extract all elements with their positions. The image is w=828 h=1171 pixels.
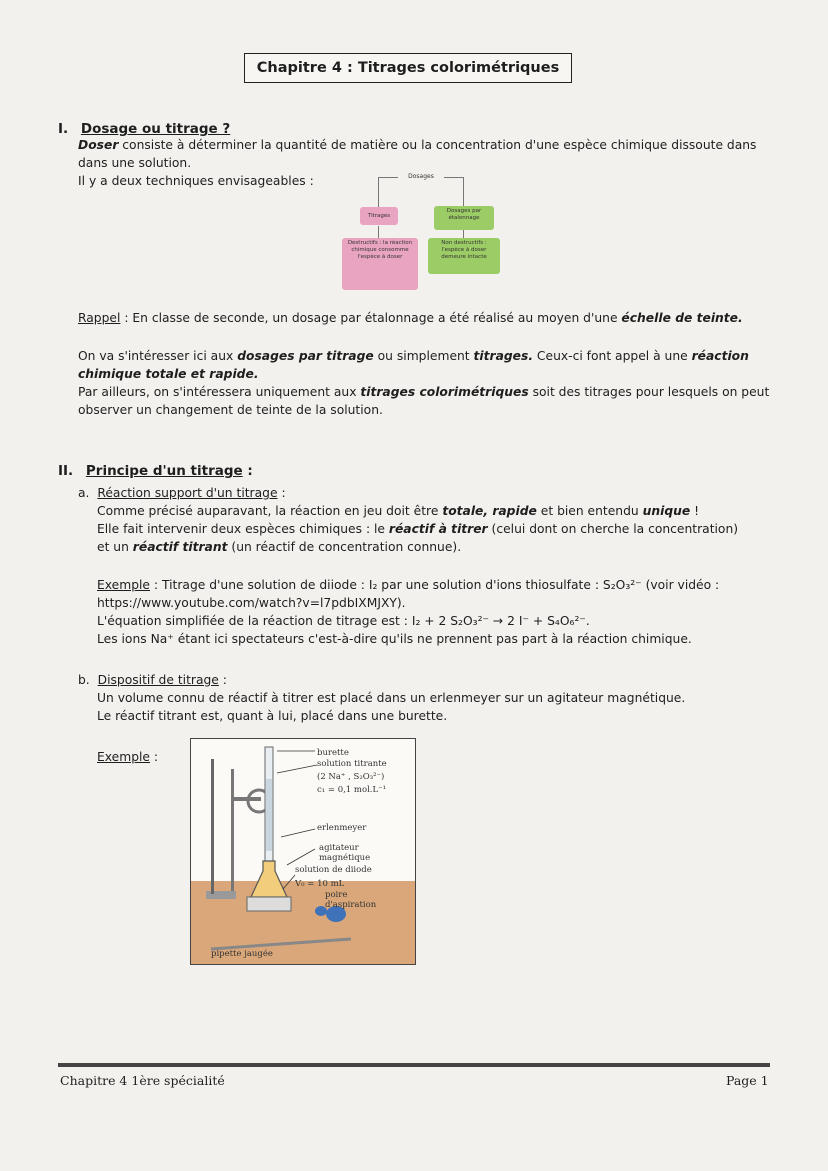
diagram-line <box>378 177 398 178</box>
text-bold: chimique totale et rapide. <box>78 367 259 381</box>
text: Le réactif titrant est, quant à lui, placé dans une burette. <box>97 709 448 723</box>
colon: : <box>277 486 286 500</box>
diagram-line <box>378 177 379 207</box>
colon: : <box>242 463 253 479</box>
text: observer un changement de teinte de la solution. <box>78 403 383 417</box>
label-magnetique: magnétique <box>319 853 371 863</box>
text: et bien entendu <box>536 504 643 518</box>
def-text: consiste à déterminer la quantité de matière ou la concentration d'une espèce chimique dissoute dans <box>118 138 757 152</box>
text: Un volume connu de réactif à titrer est placé dans un erlenmeyer sur un agitateur magnétique. <box>97 691 686 705</box>
text-bold: dosages par titrage <box>237 349 374 363</box>
diagram-line <box>463 230 464 238</box>
subsection-b-heading <box>78 671 778 689</box>
text: Comme précisé auparavant, la réaction en jeu doit être <box>97 504 443 518</box>
example-paragraph <box>97 576 787 648</box>
subsection-a-title: Réaction support d'un titrage <box>97 486 278 500</box>
page-title: Chapitre 4 : Titrages colorimétriques <box>244 53 572 83</box>
subsection-a-label: a. <box>78 486 90 500</box>
section-1-title: Dosage ou titrage ? <box>80 121 231 137</box>
leader-line <box>277 765 317 773</box>
diagram-line <box>463 177 464 207</box>
footer-page-number: Page 1 <box>726 1073 769 1088</box>
text: ! <box>690 504 700 518</box>
text-bold: réactif à titrer <box>388 522 488 536</box>
stand-rod <box>211 759 214 894</box>
label-volume: V₀ = 10 mL <box>295 879 345 889</box>
section-1-number: I. <box>58 121 69 137</box>
text-bold: titrages colorimétriques <box>360 385 529 399</box>
rappel-text: : En classe de seconde, un dosage par étalonnage a été réalisé au moyen d'une <box>120 311 622 325</box>
example-label-2-wrap <box>97 748 158 766</box>
example-label: Exemple <box>97 750 151 764</box>
titrage-intro-paragraph <box>78 347 778 419</box>
label-agitateur: agitateur <box>319 843 359 853</box>
text: Elle fait intervenir deux espèces chimiques : le <box>97 522 389 536</box>
subsection-b-label: b. <box>78 673 90 687</box>
label-pipette: pipette jaugée <box>211 949 273 959</box>
leader-line <box>287 849 315 865</box>
footer-chapter: Chapitre 4 1ère spécialité <box>60 1073 225 1088</box>
label-poire: poire <box>325 890 348 900</box>
example-label: Exemple <box>97 578 151 592</box>
text-bold: unique <box>642 504 691 518</box>
diagram-destructifs: Destructifs : la réaction chimique consomme l'espèce à doser <box>342 238 418 290</box>
def-term: Doser <box>78 138 119 152</box>
diagram-etalonnage: Dosages par étalonnage <box>434 206 494 230</box>
text: ou simplement <box>373 349 474 363</box>
diagram-line <box>378 226 379 238</box>
text-bold: réaction <box>691 349 749 363</box>
label-aspiration: d'aspiration <box>325 900 377 910</box>
label-solution: solution titrante <box>317 759 387 769</box>
reaction-paragraph <box>97 502 777 556</box>
section-2-title: Principe d'un titrage <box>85 463 243 479</box>
stand-rod <box>231 769 234 891</box>
text: soit des titrages pour lesquels on peut <box>528 385 770 399</box>
rappel-label: Rappel <box>78 311 121 325</box>
text: (celui dont on cherche la concentration) <box>487 522 739 536</box>
section-2-heading <box>58 463 253 479</box>
text: : Titrage d'une solution de diiode : I₂ par une solution d'ions thiosulfate : S₂O₃²⁻ (voir vidéo : <box>150 578 720 592</box>
diagram-titrages: Titrages <box>360 207 398 225</box>
label-erlenmeyer: erlenmeyer <box>317 823 367 833</box>
colon: : <box>218 673 227 687</box>
titration-setup-figure <box>190 738 416 965</box>
erlenmeyer <box>251 861 287 897</box>
diagram-non-destructifs: Non destructifs : l'espèce à doser demeure intacte <box>428 238 500 274</box>
magnetic-stirrer <box>247 897 291 911</box>
text-bold: totale, rapide <box>442 504 537 518</box>
text: (un réactif de concentration connue). <box>227 540 462 554</box>
text-bold: titrages. <box>473 349 534 363</box>
text: On va s'intéresser ici aux <box>78 349 238 363</box>
diagram-line <box>444 177 464 178</box>
stand-base <box>206 891 236 899</box>
text: Les ions Na⁺ étant ici spectateurs c'est-à-dire qu'ils ne prennent pas part à la réaction chimique. <box>97 632 692 646</box>
footer-rule <box>58 1063 770 1067</box>
section-2-number: II. <box>58 463 74 479</box>
burette-liquid <box>266 779 272 851</box>
label-concentration: c₁ = 0,1 mol.L⁻¹ <box>317 785 387 795</box>
label-formula: (2 Na⁺ , S₂O₃²⁻) <box>317 772 385 782</box>
section-1-heading <box>58 121 230 137</box>
colon: : <box>150 750 159 764</box>
equation-text: L'équation simplifiée de la réaction de titrage est : I₂ + 2 S₂O₃²⁻ → 2 I⁻ + S₄O₆²⁻. <box>97 614 590 628</box>
subsection-a-heading <box>78 484 778 502</box>
diagram-root: Dosages <box>408 173 434 180</box>
dispositif-paragraph <box>97 689 777 725</box>
subsection-b-title: Dispositif de titrage <box>97 673 219 687</box>
text: et un <box>97 540 133 554</box>
text: Par ailleurs, on s'intéressera uniquement aux <box>78 385 361 399</box>
label-diiode: solution de diiode <box>295 865 372 875</box>
rappel-paragraph <box>78 309 778 327</box>
label-burette: burette <box>317 748 349 758</box>
text: Ceux-ci font appel à une <box>533 349 692 363</box>
def-text-2: dans une solution. <box>78 156 192 170</box>
text-bold: réactif titrant <box>132 540 228 554</box>
rappel-bold: échelle de teinte. <box>621 311 743 325</box>
clamp-arm <box>231 797 261 801</box>
leader-line <box>281 829 315 837</box>
techniques-text: Il y a deux techniques envisageables : <box>78 174 314 188</box>
video-link[interactable]: https://www.youtube.com/watch?v=l7pdbIXMJXY). <box>97 596 406 610</box>
